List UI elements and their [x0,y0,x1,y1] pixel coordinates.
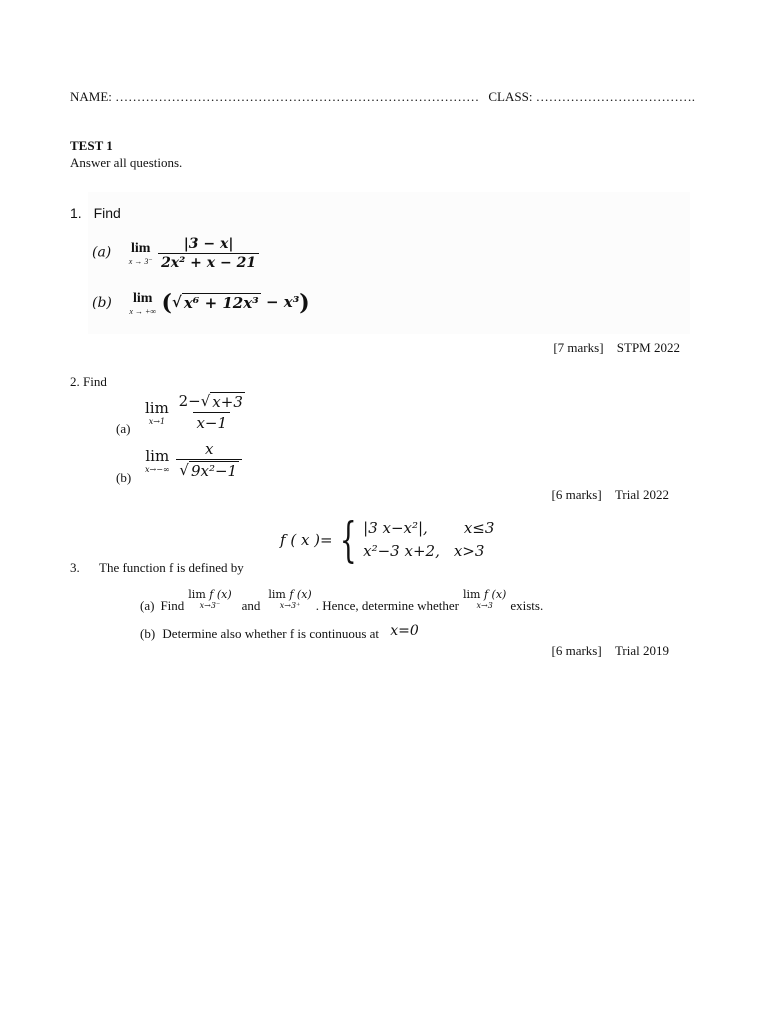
q2-a-label: (a) [116,421,131,436]
q3-marks: [6 marks] [551,643,602,658]
q3-intro: The function f is defined by [99,560,244,575]
q2-a-denominator: x−1 [193,412,230,432]
q2-number: 2. Find [70,374,107,389]
q3-and: and [241,598,261,613]
q3-limit-right [268,588,311,610]
q3-exists: exists. [510,598,544,613]
q1-number: 1. [70,205,82,221]
q2-marks: [6 marks] [551,487,602,502]
q1-b-tail: − x³ [265,293,300,311]
q2-b-numerator: x [204,440,214,458]
q3-fx-right: f (x) [289,588,312,601]
test-instruction: Answer all questions. [70,155,183,170]
q1-b-sub: x → +∞ [129,307,157,317]
q1-marks: [7 marks] [553,340,604,355]
q1-b-lim: lim [132,291,153,307]
q2-a-lim: lim [145,398,169,417]
q3-part-b [140,623,419,642]
q1-a-denominator: 2x² + x − 21 [158,253,259,271]
q2-b-lim: lim [145,446,170,465]
q1-prompt: Find [93,205,121,221]
q2-marks-line [552,487,670,503]
q3-case2-expr: x²−3 x+2, [363,542,440,560]
q3-marks-line [552,643,670,659]
q3-lim-right: lim [268,588,286,601]
q3-part-a [140,588,544,614]
name-dots: ………………………………………………………………………… [115,89,480,104]
q3-lim-both: lim [463,588,481,601]
q1-marks-line [553,340,680,356]
q2-a-sub: x→1 [148,416,166,426]
q3-b-text: Determine also whether f is continuous at [162,626,380,641]
q1-a-label: (a) [92,244,112,261]
q1-part-a [92,236,259,271]
q3-hence: . Hence, determine whether [315,598,460,613]
q2-a-num-lead: 2− [178,392,201,410]
q2-b-fraction: x √ 9x²−1 [176,440,242,480]
q1-b-limit [129,291,156,316]
q2-b-den-radicand: 9x²−1 [190,462,238,480]
q3-case1-expr: |3 x−x²|, [363,519,428,537]
q3-b-point: x=0 [390,623,419,639]
name-label: NAME: [70,89,112,104]
q3-sub-right: x→3⁺ [279,601,301,610]
q1-b-label: (b) [92,295,112,311]
q2-source: Trial 2022 [614,487,669,502]
q1-a-fraction [158,236,259,271]
test-title: TEST 1 [70,138,113,153]
q3-fx-left: f (x) [209,588,232,601]
q3-sub-left: x→3⁻ [199,601,221,610]
q3-number: 3. [70,560,80,575]
q1-a-numerator: |3 − x| [183,236,234,252]
q3-b-label: (b) [140,626,156,641]
q1-part-b: (b) lim x → +∞ ( √ x⁶ + 12x³ − x³) [92,290,310,317]
q3-a-find: Find [160,598,185,613]
q2-part-a [145,392,248,432]
left-brace-icon: { [339,512,357,568]
q1-b-radicand: x⁶ + 12x³ [183,294,259,312]
q3-a-label: (a) [140,598,155,613]
q3-limit-left [188,588,231,610]
q2-a-num-radicand: x+3 [212,393,243,411]
q1-a-sub: x → 3⁻ [128,257,153,266]
q3-sub-both: x→3 [476,601,493,610]
q3-case2-cond: x>3 [453,542,485,560]
q3-lim-left: lim [188,588,206,601]
q3-source: Trial 2019 [614,643,669,658]
q3-f-lhs: f ( x )= [280,531,333,549]
q2-b-sub: x→−∞ [145,464,170,474]
q3-fx-both: f (x) [483,588,507,601]
q1-a-lim: lim [130,241,151,256]
q1-source: STPM 2022 [616,340,680,355]
q2-part-b [145,440,242,480]
class-label: CLASS: [488,89,533,104]
q3-intro-line [70,560,244,576]
name-field-line [70,89,695,105]
q2-b-label: (b) [116,470,132,485]
q3-limit-both [463,588,506,610]
question-1-image [70,192,690,334]
class-dots: ………………………………. [535,89,695,104]
q1-a-limit [129,241,153,266]
q3-function-definition [280,512,495,568]
q2-a-fraction: 2− √ x+3 x−1 [178,392,243,432]
q3-case1-cond: x≤3 [463,519,495,537]
